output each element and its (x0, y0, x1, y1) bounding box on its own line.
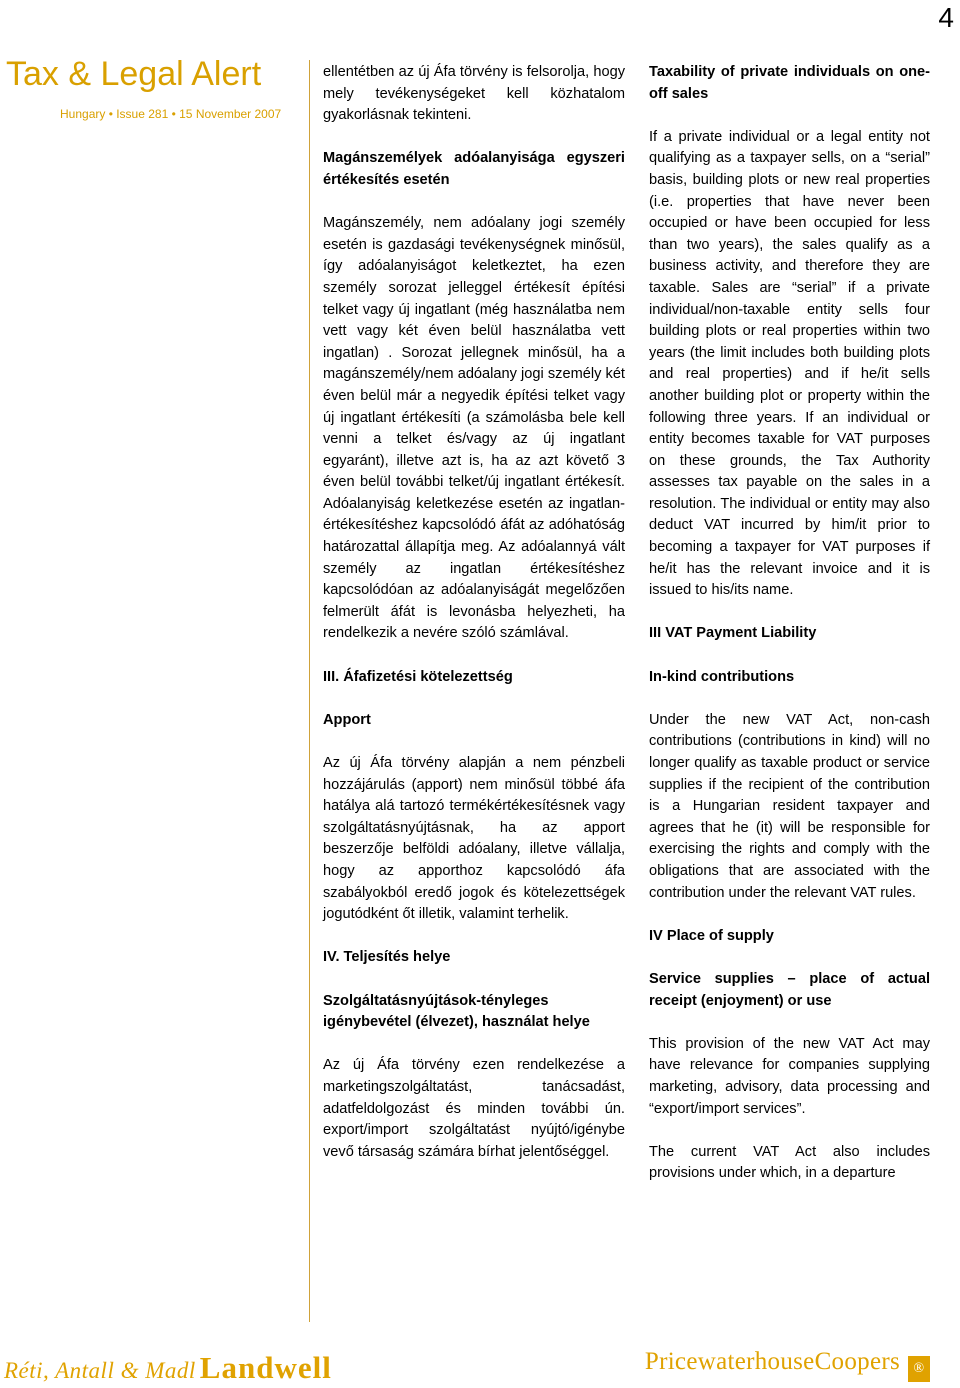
section-heading: Taxability of private individuals on one-off sales (649, 64, 930, 102)
page-number: 4 (938, 2, 954, 33)
pwc-registered-icon: ® (908, 1356, 930, 1382)
section-heading: Service supplies – place of actual receipt (enjoyment) or use (649, 970, 930, 1009)
firm-name: Réti, Antall & Madl (4, 1358, 196, 1383)
body-paragraph: This provision of the new VAT Act may have relevance for companies supplying marketing, advisory, data processing and “export/import services”. (649, 1035, 930, 1117)
publication-title: Tax & Legal Alert (6, 55, 262, 93)
body-paragraph: If a private individual or a legal entity not qualifying as a taxpayer sells, on a “serial” basis, building plots or new real properties (i.e. properties that have never been occupied or have been occupied for less than two years), the sales qualify as a business activity, and therefore they are taxable. Sales are “serial” if a private individual/non-taxable entity sells four building plots or real properties within two years (the limit includes both building plots and real properties) and if he/it sells another building plot or property within the following three years. If an individual or entity becomes taxable for VAT purposes on these grounds, the Tax Authority assesses tax payable on the sales in a resolution. The individual or entity may also deduct VAT incurred by him/it prior to becoming a taxpayer for VAT purposes if he/it has the relevant invoice and it is issued to his/its name. (649, 128, 930, 599)
body-paragraph: The current VAT Act also includes provisions under which, in a departure (649, 1143, 930, 1182)
issue-line: Hungary • Issue 281 • 15 November 2007 (60, 107, 282, 121)
body-paragraph: ellentétben az új Áfa törvény is felsorolja, hogy mely tevékenységeket kell közhatalom gyakorlásnak tekinteni. (323, 64, 625, 124)
section-heading: III VAT Payment Liability (649, 625, 817, 642)
section-heading: Magánszemélyek adóalanyisága egyszeri értékesítés esetén (323, 150, 625, 188)
hungarian-column (323, 62, 625, 1185)
section-heading: Apport (323, 711, 371, 728)
section-heading: IV. Teljesítés helye (323, 949, 451, 966)
pwc-wordmark: PricewaterhouseCoopers (644, 1348, 900, 1375)
section-heading: IV Place of supply (649, 927, 774, 944)
section-heading: In-kind contributions (649, 668, 795, 685)
body-paragraph: Magánszemély, nem adóalany jogi személy esetén is gazdasági tevékenységnek minősül, így adóalanyiságot keletkeztet, ha ezen személy sorozat jelleggel értékesít építési telket vagy új ingatlant (még használatba nem vett vagy két éven belül használatba vett ingatlan) . Sorozat jellegnek minősül, ha a magánszemély/nem adóalany jogi személy két éven belül már a negyedik építési telket vagy új ingatlant értékesíti (a számolásba bele kell venni a telket és/vagy az új ingatlant egyaránt), illetve azt is, ha az azt követő 3 éven belül további telket/új ingatlant értékesít. Adóalanyiság keletkezése esetén az ingatlan-értékesítéshez kapcsolódó áfát az adóhatóság határozattal állapítja meg. Az adóalannyá vált személy az ingatlan értékesítéshez kapcsolódóan az adóalanyiságát megelőzően felmerült áfát is levonásba helyezheti, ha rendelkezik a nevére szóló számlával. (323, 215, 625, 642)
section-heading: Szolgáltatásnyújtások-tényleges igénybevétel (élvezet), használat helye (323, 992, 590, 1031)
landwell-logo (4, 1350, 332, 1386)
english-column (649, 62, 930, 1206)
section-heading: III. Áfafizetési kötelezettség (323, 668, 513, 685)
column-divider (309, 60, 310, 1322)
pwc-logo (645, 1348, 930, 1382)
body-paragraph: Az új Áfa törvény alapján a nem pénzbeli hozzájárulás (apport) nem minősül többé áfa hatálya alá tartozó termékértékesítésnek vagy szolgáltatásnyújtásnak, ha az apport beszerzője belföldi adóalany, illetve vállalja, hogy az apporthoz kapcsolódó áfa szabályokból eredő jogok és kötelezettségek jogutódként őt illetik, valamint terhelik. (323, 755, 625, 923)
body-paragraph: Under the new VAT Act, non-cash contributions (contributions in kind) will no longer qualify as taxable product or service supplies if the recipient of the contribution is a Hungarian resident taxpayer and agrees that he (it) will be responsible for exercising the rights and comply with the obligations that are associated with the contribution under the relevant VAT rules. (649, 711, 930, 901)
body-paragraph: Az új Áfa törvény ezen rendelkezése a marketingszolgáltatást, tanácsadást, adatfeldolgozást és minden további ún. export/import szolgáltatást nyújtó/igénybe vevő társaság számára bírhat jelentőséggel. (323, 1057, 625, 1160)
landwell-wordmark: Landwell (199, 1350, 332, 1385)
